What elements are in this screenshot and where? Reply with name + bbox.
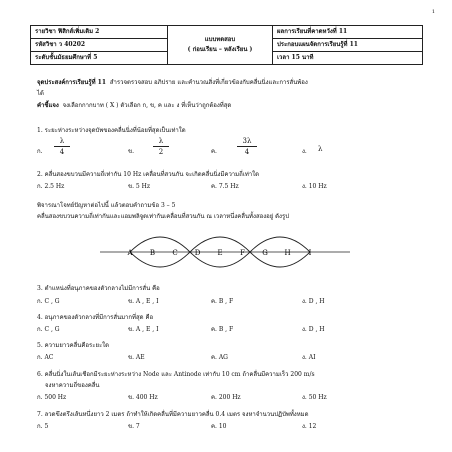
q2-choice-d[interactable]: ง. 10 Hz xyxy=(302,183,327,190)
point-label-a: A xyxy=(127,249,133,257)
plan-cell: ประกอบแผนจัดการเรียนรู้ที่ 11 xyxy=(273,39,423,52)
q6-choice-a[interactable]: ก. 500 Hz xyxy=(37,394,67,401)
q1-b-denominator: 2 xyxy=(158,148,164,156)
fraction-bar xyxy=(237,146,257,147)
q4-choice-b[interactable]: ข. A , E , I xyxy=(128,326,159,333)
question-7-stem: 7. ลวดขึงตรึงเส้นหนึ่งยาว 2 เมตร ถ้าทำให้เกิดคลื่นที่มีความยาวคลื่น 0.4 เมตร จงหาจำนวนปฏิบัพทั้งหมด xyxy=(37,411,309,418)
question-2-stem: 2. คลื่นสองขบวนมีความถี่เท่ากัน 10 Hz เคลื่อนที่สวนกัน จะเกิดคลื่นนิ่งมีความถี่เท่าใด xyxy=(37,171,259,178)
q6-choice-b[interactable]: ข. 400 Hz xyxy=(128,394,158,401)
unit-cell: ผลการเรียนที่คาดหวังที่ 11 xyxy=(273,26,423,39)
q1-choice-a-fraction[interactable] xyxy=(53,137,71,156)
q6-choice-c[interactable]: ค. 200 Hz xyxy=(211,394,241,401)
point-label-f: F xyxy=(240,249,245,257)
q3-choice-a[interactable]: ก. C , G xyxy=(37,298,60,305)
q7-choice-d[interactable]: ง. 12 xyxy=(302,423,317,430)
q5-choice-a[interactable]: ก. AC xyxy=(37,354,54,361)
q3-choice-c[interactable]: ค. B , F xyxy=(211,298,234,305)
header-table xyxy=(30,25,423,65)
subject-cell: รายวิชา ฟิสิกส์เพิ่มเติม 2 xyxy=(31,26,168,39)
q7-choice-c[interactable]: ค. 10 xyxy=(211,423,227,430)
q4-choice-d[interactable]: ง. D , H xyxy=(302,326,325,333)
q3-choice-b[interactable]: ข. A , E , I xyxy=(128,298,159,305)
objective-line xyxy=(37,77,308,87)
instruction-label: คำชี้แจง xyxy=(37,102,59,109)
q1-c-numerator: 3λ xyxy=(242,137,252,145)
q1-choice-c-fraction[interactable] xyxy=(236,137,258,156)
point-label-e: E xyxy=(217,249,223,257)
point-label-d: D xyxy=(194,249,201,257)
q4-choice-a[interactable]: ก. C , G xyxy=(37,326,60,333)
point-label-i: I xyxy=(308,249,312,257)
objective-label: จุดประสงค์การเรียนรู้ที่ 11 xyxy=(37,79,107,86)
time-cell: เวลา 15 นาที xyxy=(273,52,423,65)
q1-choice-c-label: ค. xyxy=(211,148,217,155)
code-cell: รหัสวิชา ว 40202 xyxy=(31,39,168,52)
q5-choice-c[interactable]: ค. AG xyxy=(211,354,228,361)
q5-choice-b[interactable]: ข. AE xyxy=(128,354,145,361)
q6-choice-d[interactable]: ง. 50 Hz xyxy=(302,394,327,401)
question-1-stem: 1. ระยะห่างระหว่างจุดบัพของคลื่นนิ่งที่น้อยที่สุดเป็นเท่าใด xyxy=(37,127,186,134)
q1-choice-b-fraction[interactable] xyxy=(152,137,170,156)
test-type: แบบทดสอบ xyxy=(204,36,236,43)
q2-choice-c[interactable]: ค. 7.5 Hz xyxy=(211,183,239,190)
situation-line-2: คลื่นสองขบวนความถี่เท่ากันและแอมพลิจูดเท่ากันเคลื่อนที่สวนกัน ณ เวลาหนึ่งคลื่นทั้งสองอยู่ ดังรูป xyxy=(37,213,290,220)
point-label-b: B xyxy=(149,249,156,257)
fraction-bar xyxy=(54,146,70,147)
q1-b-numerator: λ xyxy=(158,137,164,145)
objective-text: สำรวจตรวจสอบ อภิปราย และคำนวณสิ่งที่เกี่ยวข้องกับคลื่นนิ่งและการสั่นพ้อง xyxy=(109,79,308,86)
q5-choice-d[interactable]: ง. AI xyxy=(302,354,316,361)
instruction-line xyxy=(37,100,231,110)
q2-choice-b[interactable]: ข. 5 Hz xyxy=(128,183,151,190)
test-type-cell xyxy=(168,26,273,65)
objective-line-2: ได้ xyxy=(37,90,44,97)
q1-a-denominator: 4 xyxy=(59,148,65,156)
q1-choice-a-label: ก. xyxy=(37,148,43,155)
question-5-stem: 5. ความยาวคลื่นคือระยะใด xyxy=(37,342,110,349)
q1-a-numerator: λ xyxy=(59,137,65,145)
point-label-h: H xyxy=(284,249,291,257)
fraction-bar xyxy=(153,146,169,147)
situation-line-1: พิจารณาโจทย์ปัญหาต่อไปนี้ แล้วตอบคำถามข้อ 3 – 5 xyxy=(37,202,176,209)
question-6-stem: 6. คลื่นนิ่งในเส้นเชือกมีระยะห่างระหว่าง Node และ Antinode เท่ากับ 10 cm ถ้าคลื่นมีความเร็ว 200 m/s xyxy=(37,371,315,378)
q1-choice-d-label: ง. xyxy=(302,148,307,155)
question-3-stem: 3. ตำแหน่งที่อนุภาคของตัวกลางไม่มีการสั่น คือ xyxy=(37,285,160,292)
question-6-stem-2: จงหาความถี่ของคลื่น xyxy=(45,382,100,389)
q1-c-denominator: 4 xyxy=(244,148,250,156)
q4-choice-c[interactable]: ค. B , F xyxy=(211,326,234,333)
instruction-text: จงเลือกกากบาท ( X ) ตัวเลือก ก, ข, ค และ ง ที่เห็นว่าถูกต้องที่สุด xyxy=(62,102,232,109)
q1-choice-b-label: ข. xyxy=(128,148,135,155)
q3-choice-d[interactable]: ง. D , H xyxy=(302,298,325,305)
point-label-c: C xyxy=(172,249,178,257)
standing-wave-diagram xyxy=(100,226,350,278)
q7-choice-a[interactable]: ก. 5 xyxy=(37,423,49,430)
question-4-stem: 4. อนุภาคของตัวกลางที่มีการสั่นมากที่สุด คือ xyxy=(37,314,154,321)
level-cell: ระดับชั้นมัธยมศึกษาที่ 5 xyxy=(31,52,168,65)
page-number: 1 xyxy=(431,9,435,15)
q1-choice-d[interactable]: λ xyxy=(318,145,323,153)
q7-choice-b[interactable]: ข. 7 xyxy=(128,423,140,430)
point-label-g: G xyxy=(262,249,268,257)
test-subtitle: ( ก่อนเรียน – หลังเรียน ) xyxy=(187,46,253,53)
q2-choice-a[interactable]: ก. 2.5 Hz xyxy=(37,183,65,190)
